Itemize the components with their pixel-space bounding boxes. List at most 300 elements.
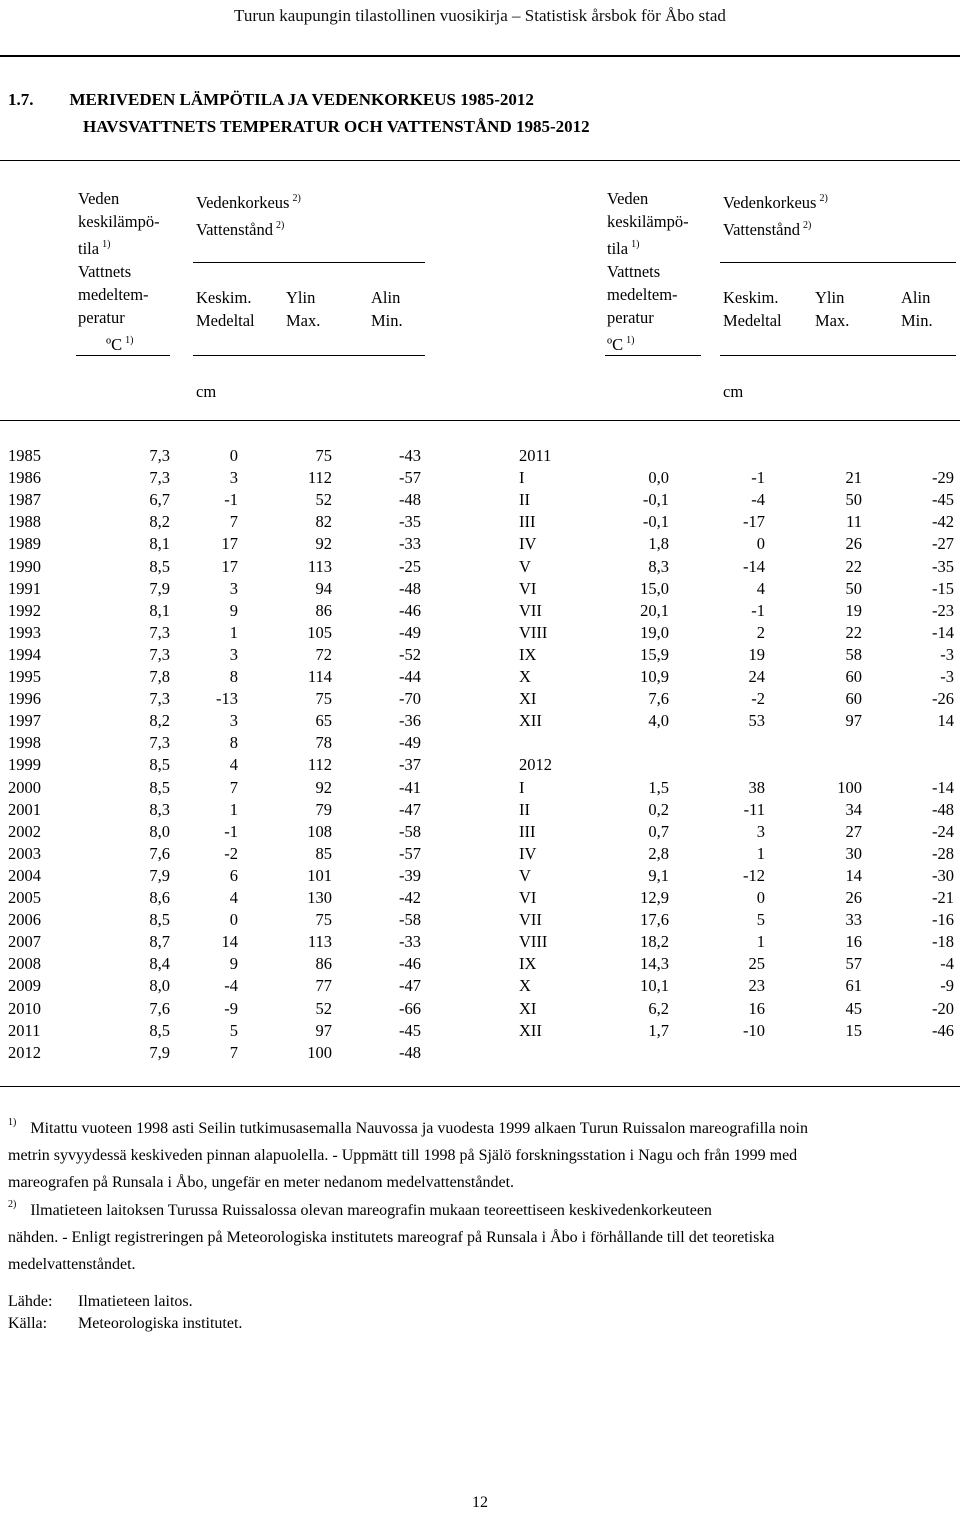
- monthly-period: IV: [519, 843, 537, 863]
- monthly-period: XII: [519, 1020, 542, 1040]
- annual-temperature: 8,2: [149, 512, 170, 532]
- annual-row: [0, 1042, 960, 1064]
- annual-temperature: 8,5: [149, 755, 170, 775]
- monthly-mean-level: -1: [751, 600, 765, 620]
- annual-temperature: 7,9: [149, 1042, 170, 1062]
- min-header-right: [901, 286, 933, 332]
- footnote-ref-1c: 1): [631, 239, 640, 250]
- annual-max-level: 113: [307, 932, 332, 952]
- footnote-ref-1d: 1): [626, 335, 635, 346]
- level-fi-r: Vedenkorkeus: [723, 193, 817, 212]
- level-sv-r: Vattenstånd: [723, 220, 800, 239]
- monthly-mean-level: -1: [751, 468, 765, 488]
- annual-mean-level: 7: [229, 512, 238, 532]
- annual-max-level: 72: [315, 644, 332, 664]
- running-head: Turun kaupungin tilastollinen vuosikirja – Statistisk årsbok för Åbo stad: [234, 6, 726, 25]
- monthly-min-level: -46: [932, 1020, 954, 1040]
- monthly-temperature: 9,1: [648, 865, 669, 885]
- annual-mean-level: 3: [229, 468, 238, 488]
- monthly-mean-level: 25: [748, 954, 765, 974]
- annual-temperature: 7,3: [149, 733, 170, 753]
- annual-temperature: 8,0: [149, 821, 170, 841]
- temp-h-l3: Vattnets: [78, 262, 132, 281]
- monthly-min-level: -3: [940, 667, 954, 686]
- annual-mean-level: 4: [229, 888, 238, 907]
- monthly-mean-level: 53: [748, 711, 765, 731]
- monthly-temperature: 18,2: [640, 932, 669, 952]
- monthly-min-level: -4: [940, 954, 954, 974]
- temp-h-r1: keskilämpö-: [607, 212, 689, 231]
- annual-max-level: 77: [315, 976, 332, 996]
- monthly-min-level: -30: [932, 865, 954, 885]
- annual-period: 1998: [8, 733, 41, 753]
- monthly-period: II: [519, 799, 530, 819]
- max-header-right: [815, 286, 849, 332]
- source-sv-value: Meteorologiska institutet.: [78, 1315, 243, 1332]
- annual-period: 1989: [8, 534, 41, 554]
- min-header-left: [371, 286, 403, 332]
- annual-min-level: -36: [399, 711, 421, 731]
- annual-min-level: -25: [399, 556, 421, 576]
- annual-temperature: 8,5: [149, 556, 170, 576]
- annual-mean-level: 6: [229, 865, 238, 885]
- monthly-period: III: [519, 512, 536, 532]
- annual-min-level: -57: [399, 843, 421, 863]
- annual-max-level: 112: [307, 755, 332, 775]
- level-header-left: [196, 187, 301, 241]
- annual-period: 1994: [8, 644, 41, 664]
- annual-min-level: -66: [399, 998, 421, 1018]
- annual-period: 2012: [8, 1042, 41, 1062]
- annual-min-level: -42: [399, 888, 421, 907]
- temp-rule-left: [76, 355, 170, 356]
- monthly-min-level: -16: [932, 910, 954, 930]
- annual-mean-level: 8: [229, 733, 238, 753]
- annual-period: 2000: [8, 777, 41, 797]
- annual-temperature: 7,3: [149, 689, 170, 709]
- monthly-min-level: -15: [932, 578, 954, 598]
- monthly-max-level: 45: [845, 998, 862, 1018]
- annual-period: 1990: [8, 556, 41, 576]
- monthly-temperature: 2,8: [648, 843, 669, 863]
- monthly-row: [0, 865, 960, 887]
- annual-period: 2008: [8, 954, 41, 974]
- monthly-period: X: [519, 667, 531, 686]
- monthly-period: II: [519, 490, 530, 510]
- footnote-1-marker: 1): [8, 1117, 17, 1128]
- annual-min-level: -43: [399, 446, 421, 465]
- monthly-row: [0, 732, 960, 754]
- annual-min-level: -48: [399, 490, 421, 510]
- min-fi-r: Alin: [901, 288, 931, 307]
- monthly-row: [0, 843, 960, 865]
- annual-mean-level: 1: [229, 622, 238, 642]
- temp-h-r3: Vattnets: [607, 262, 661, 281]
- annual-mean-level: 14: [221, 932, 238, 952]
- temp-h-r6: ºC: [607, 335, 624, 354]
- max-sv: Max.: [286, 311, 321, 330]
- annual-mean-level: 0: [229, 446, 238, 465]
- monthly-period: V: [519, 556, 531, 576]
- annual-min-level: -57: [399, 468, 421, 488]
- level-rule-left: [193, 262, 425, 263]
- monthly-min-level: -29: [932, 468, 954, 488]
- monthly-max-level: 22: [845, 622, 862, 642]
- monthly-temperature: 1,5: [648, 777, 669, 797]
- monthly-max-level: 33: [845, 910, 862, 930]
- annual-min-level: -48: [399, 578, 421, 598]
- annual-min-level: -58: [399, 910, 421, 930]
- annual-mean-level: 9: [229, 954, 238, 974]
- annual-period: 1988: [8, 512, 41, 532]
- annual-period: 2004: [8, 865, 41, 885]
- footnote-2-line2: nähden. - Enligt registreringen på Meteorologiska institutets mareograf på Runsala i Åbo i förhållande till det teoretiska: [8, 1229, 775, 1246]
- annual-max-level: 94: [315, 578, 332, 598]
- monthly-period: I: [519, 777, 525, 797]
- annual-min-level: -46: [399, 600, 421, 620]
- annual-mean-level: 17: [221, 534, 238, 554]
- footnote-1-line3: mareografen på Runsala i Åbo, ungefär en meter nedanom medelvattenståndet.: [8, 1174, 515, 1191]
- annual-period: 2003: [8, 843, 41, 863]
- monthly-mean-level: 1: [756, 843, 765, 863]
- monthly-row: [0, 578, 960, 600]
- unit-left: cm: [196, 382, 217, 401]
- monthly-period: X: [519, 976, 531, 996]
- monthly-mean-level: -11: [743, 799, 765, 819]
- footnote-ref-2: 2): [292, 193, 301, 204]
- monthly-min-level: -18: [932, 932, 954, 952]
- monthly-min-level: -23: [932, 600, 954, 620]
- monthly-min-level: -9: [940, 976, 954, 996]
- annual-max-level: 75: [315, 446, 332, 465]
- annual-period: 2006: [8, 910, 41, 930]
- annual-max-level: 86: [315, 600, 332, 620]
- annual-mean-level: 3: [229, 578, 238, 598]
- monthly-row: [0, 445, 960, 467]
- annual-period: 1992: [8, 600, 41, 620]
- monthly-min-level: -42: [932, 512, 954, 532]
- annual-temperature: 8,6: [149, 888, 170, 907]
- annual-temperature: 7,6: [149, 998, 170, 1018]
- annual-min-level: -37: [399, 755, 421, 775]
- annual-mean-level: 5: [229, 1020, 238, 1040]
- monthly-min-level: -21: [932, 888, 954, 907]
- annual-max-level: 130: [307, 888, 332, 907]
- monthly-max-level: 21: [845, 468, 862, 488]
- min-sv-r: Min.: [901, 311, 933, 330]
- annual-temperature: 7,3: [149, 644, 170, 664]
- monthly-row: [0, 953, 960, 975]
- annual-period: 2011: [8, 1020, 41, 1040]
- annual-period: 1997: [8, 711, 41, 731]
- page-number: 12: [472, 1494, 488, 1511]
- annual-mean-level: 9: [229, 600, 238, 620]
- monthly-max-level: 60: [845, 689, 862, 709]
- annual-temperature: 8,5: [149, 910, 170, 930]
- monthly-mean-level: -2: [751, 689, 765, 709]
- footnote-ref-1b: 1): [125, 335, 134, 346]
- annual-min-level: -48: [399, 1042, 421, 1062]
- annual-temperature: 7,9: [149, 578, 170, 598]
- monthly-temperature: 0,0: [648, 468, 669, 488]
- monthly-period: VIII: [519, 622, 548, 642]
- min-fi: Alin: [371, 288, 401, 307]
- monthly-min-level: -26: [932, 689, 954, 709]
- monthly-max-level: 34: [845, 799, 862, 819]
- annual-max-level: 114: [307, 667, 332, 686]
- annual-max-level: 75: [315, 910, 332, 930]
- monthly-max-level: 26: [845, 534, 862, 554]
- annual-min-level: -33: [399, 932, 421, 952]
- annual-period: 2007: [8, 932, 41, 952]
- monthly-temperature: 10,1: [640, 976, 669, 996]
- annual-max-level: 52: [315, 998, 332, 1018]
- table-number: 1.7.: [8, 90, 34, 109]
- annual-temperature: 8,5: [149, 1020, 170, 1040]
- monthly-max-level: 11: [846, 512, 862, 532]
- temp-h-l5: peratur: [78, 308, 125, 327]
- annual-max-level: 108: [307, 821, 332, 841]
- annual-period: 1999: [8, 755, 41, 775]
- footnote-2-line3: medelvattenståndet.: [8, 1256, 136, 1273]
- mean-fi: Keskim.: [196, 288, 252, 307]
- footnote-1-line2: metrin syvyydessä keskiveden pinnan alapuolella. - Uppmätt till 1998 på Själö forskningsstation i Nagu och från 1999 med: [8, 1147, 798, 1164]
- annual-max-level: 78: [315, 733, 332, 753]
- monthly-temperature: -0,1: [642, 490, 669, 510]
- monthly-period: 2012: [519, 755, 552, 775]
- max-fi-r: Ylin: [815, 288, 845, 307]
- monthly-mean-level: 1: [756, 932, 765, 952]
- monthly-temperature: 17,6: [640, 910, 669, 930]
- min-sv: Min.: [371, 311, 403, 330]
- monthly-period: VII: [519, 910, 542, 930]
- annual-max-level: 113: [307, 556, 332, 576]
- temp-h-r5: peratur: [607, 308, 654, 327]
- footnote-ref-2b: 2): [275, 220, 285, 231]
- mean-sv-r: Medeltal: [723, 311, 782, 330]
- table-title: [8, 90, 534, 110]
- temp-h-l6: ºC: [106, 335, 123, 354]
- annual-min-level: -58: [399, 821, 421, 841]
- monthly-max-level: 100: [837, 777, 862, 797]
- monthly-min-level: -14: [932, 777, 954, 797]
- monthly-min-level: -3: [940, 644, 954, 664]
- monthly-mean-level: -14: [743, 556, 765, 576]
- monthly-temperature: 19,0: [640, 622, 669, 642]
- monthly-mean-level: -10: [743, 1020, 765, 1040]
- monthly-temperature: 14,3: [640, 954, 669, 974]
- monthly-max-level: 19: [845, 600, 862, 620]
- monthly-row: [0, 489, 960, 511]
- annual-max-level: 101: [307, 865, 332, 885]
- annual-max-level: 85: [315, 843, 332, 863]
- title-fi: MERIVEDEN LÄMPÖTILA JA VEDENKORKEUS 1985-2012: [69, 90, 534, 109]
- monthly-row: [0, 600, 960, 622]
- annual-temperature: 8,1: [149, 600, 170, 620]
- annual-max-level: 112: [307, 468, 332, 488]
- monthly-temperature: 15,0: [640, 578, 669, 598]
- annual-max-level: 75: [315, 689, 332, 709]
- temp-h-r0: Veden: [607, 189, 649, 208]
- footnote-ref-1: 1): [102, 239, 111, 250]
- level-fi: Vedenkorkeus: [196, 193, 290, 212]
- temp-h-l1: keskilämpö-: [78, 212, 160, 231]
- annual-mean-level: 7: [229, 777, 238, 797]
- annual-max-level: 86: [315, 954, 332, 974]
- monthly-row: [0, 710, 960, 732]
- temp-header-left: [78, 187, 160, 356]
- monthly-temperature: 20,1: [640, 600, 669, 620]
- monthly-max-level: 26: [845, 888, 862, 907]
- monthly-period: VI: [519, 578, 537, 598]
- annual-min-level: -47: [399, 799, 421, 819]
- annual-min-level: -41: [399, 777, 421, 797]
- monthly-min-level: 14: [937, 711, 954, 731]
- annual-mean-level: 1: [229, 799, 238, 819]
- monthly-period: V: [519, 865, 531, 885]
- monthly-temperature: 15,9: [640, 644, 669, 664]
- monthly-max-level: 61: [845, 976, 862, 996]
- sources: [8, 1291, 242, 1335]
- annual-min-level: -70: [399, 689, 421, 709]
- annual-period: 2010: [8, 998, 41, 1018]
- monthly-row: [0, 1020, 960, 1042]
- monthly-temperature: 1,7: [648, 1020, 669, 1040]
- annual-temperature: 8,0: [149, 976, 170, 996]
- monthly-row: [0, 754, 960, 776]
- level-sv: Vattenstånd: [196, 220, 273, 239]
- monthly-row: [0, 909, 960, 931]
- annual-temperature: 7,3: [149, 446, 170, 465]
- annual-period: 1985: [8, 446, 41, 465]
- monthly-period: I: [519, 468, 525, 488]
- annual-period: 2009: [8, 976, 41, 996]
- annual-temperature: 7,8: [149, 667, 170, 686]
- monthly-max-level: 30: [845, 843, 862, 863]
- monthly-period: VIII: [519, 932, 548, 952]
- monthly-temperature: 0,7: [648, 821, 669, 841]
- monthly-max-level: 60: [845, 667, 862, 686]
- annual-max-level: 52: [315, 490, 332, 510]
- annual-min-level: -49: [399, 622, 421, 642]
- monthly-max-level: 15: [845, 1020, 862, 1040]
- monthly-temperature: 0,2: [648, 799, 669, 819]
- annual-mean-level: 4: [229, 755, 238, 775]
- annual-mean-level: 7: [229, 1042, 238, 1062]
- annual-period: 1986: [8, 468, 41, 488]
- monthly-min-level: -28: [932, 843, 954, 863]
- monthly-mean-level: 19: [748, 644, 765, 664]
- monthly-min-level: -35: [932, 556, 954, 576]
- annual-min-level: -45: [399, 1020, 421, 1040]
- annual-mean-level: -2: [224, 843, 238, 863]
- monthly-mean-level: 5: [756, 910, 765, 930]
- monthly-row: [0, 821, 960, 843]
- monthly-temperature: 1,8: [648, 534, 669, 554]
- annual-temperature: 8,7: [149, 932, 170, 952]
- monthly-row: [0, 975, 960, 997]
- monthly-max-level: 58: [845, 644, 862, 664]
- monthly-temperature: 6,2: [648, 998, 669, 1018]
- monthly-max-level: 14: [845, 865, 862, 885]
- monthly-row: [0, 688, 960, 710]
- monthly-row: [0, 931, 960, 953]
- annual-max-level: 65: [315, 711, 332, 731]
- annual-min-level: -33: [399, 534, 421, 554]
- annual-max-level: 105: [307, 622, 332, 642]
- monthly-mean-level: 3: [756, 821, 765, 841]
- monthly-mean-level: -12: [743, 865, 765, 885]
- monthly-min-level: -27: [932, 534, 954, 554]
- level-bottom-rule-right: [720, 355, 956, 356]
- monthly-min-level: -45: [932, 490, 954, 510]
- monthly-row: [0, 666, 960, 688]
- annual-period: 2002: [8, 821, 41, 841]
- source-sv-label: Källa:: [8, 1315, 48, 1332]
- monthly-mean-level: 16: [748, 998, 765, 1018]
- monthly-row: [0, 511, 960, 533]
- temp-h-l2: tila: [78, 239, 100, 258]
- annual-mean-level: -9: [224, 998, 238, 1018]
- monthly-temperature: 10,9: [640, 667, 669, 686]
- temp-h-r2: tila: [607, 239, 629, 258]
- annual-max-level: 100: [307, 1042, 332, 1062]
- annual-period: 1987: [8, 490, 41, 510]
- annual-period: 1993: [8, 622, 41, 642]
- monthly-period: VI: [519, 888, 537, 907]
- annual-period: 1991: [8, 578, 41, 598]
- top-rule: [0, 55, 960, 57]
- monthly-period: III: [519, 821, 536, 841]
- monthly-mean-level: 4: [756, 578, 765, 598]
- monthly-row: [0, 998, 960, 1020]
- monthly-mean-level: 0: [756, 888, 765, 907]
- annual-max-level: 92: [315, 777, 332, 797]
- monthly-mean-level: 0: [756, 534, 765, 554]
- monthly-period: 2011: [519, 446, 552, 465]
- annual-temperature: 8,2: [149, 711, 170, 731]
- mean-header-left: [196, 286, 255, 332]
- monthly-mean-level: 23: [748, 976, 765, 996]
- annual-period: 2005: [8, 888, 41, 907]
- annual-max-level: 79: [315, 799, 332, 819]
- monthly-period: XI: [519, 689, 537, 709]
- temp-header-right: [607, 187, 689, 356]
- annual-period: 1995: [8, 667, 41, 686]
- max-header-left: [286, 286, 320, 332]
- annual-mean-level: -13: [216, 689, 238, 709]
- annual-min-level: -44: [399, 667, 421, 686]
- header-rule-bottom: [0, 420, 960, 421]
- level-header-right: [723, 187, 828, 241]
- monthly-temperature: -0,1: [642, 512, 669, 532]
- monthly-row: [0, 556, 960, 578]
- monthly-period: IX: [519, 954, 537, 974]
- annual-temperature: 7,6: [149, 843, 170, 863]
- annual-period: 2001: [8, 799, 41, 819]
- monthly-mean-level: 2: [756, 622, 765, 642]
- footnote-ref-2d: 2): [802, 220, 812, 231]
- monthly-min-level: -14: [932, 622, 954, 642]
- annual-mean-level: 8: [229, 667, 238, 686]
- annual-max-level: 92: [315, 534, 332, 554]
- monthly-period: XII: [519, 711, 542, 731]
- temp-h-l0: Veden: [78, 189, 120, 208]
- footnote-1-line1: Mitattu vuoteen 1998 asti Seilin tutkimusasemalla Nauvossa ja vuodesta 1999 alkaen Turun Ruissalon mareografilla noin: [30, 1120, 808, 1137]
- mean-header-right: [723, 286, 782, 332]
- title-sv: HAVSVATTNETS TEMPERATUR OCH VATTENSTÅND 1985-2012: [83, 117, 590, 136]
- annual-temperature: 8,4: [149, 954, 170, 974]
